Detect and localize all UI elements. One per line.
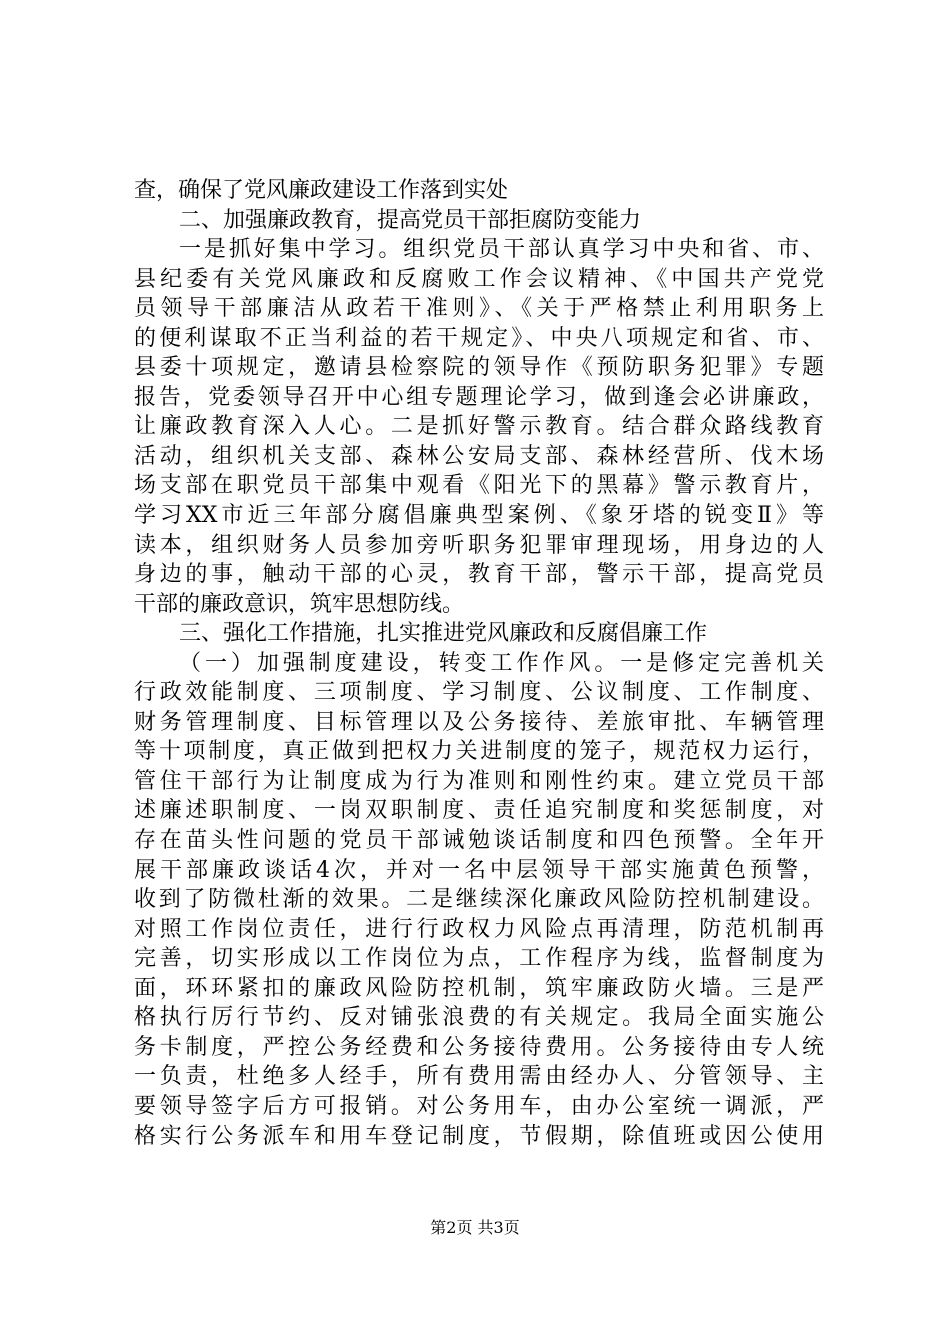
text-line: 一负责，杜绝多人经手，所有费用需由经办人、分管领导、主 xyxy=(134,1064,824,1090)
text-line: 场支部在职党员干部集中观看《阳光下的黑幕》警示教育片， xyxy=(134,473,824,499)
text-line: 县委十项规定，邀请县检察院的领导作《预防职务犯罪》专题 xyxy=(134,355,824,381)
text-line: 二、加强廉政教育，提高党员干部拒腐防变能力 xyxy=(179,207,642,233)
text-line: 员领导干部廉洁从政若干准则》、《关于严格禁止利用职务上 xyxy=(134,296,824,322)
text-line: 收到了防微杜渐的效果。二是继续深化廉政风险防控机制建设。 xyxy=(134,887,824,913)
text-line: 报告，党委领导召开中心组专题理论学习，做到逢会必讲廉政， xyxy=(134,384,824,410)
text-line: 展干部廉政谈话4次，并对一名中层领导干部实施黄色预警， xyxy=(134,857,824,883)
text-line: 完善，切实形成以工作岗位为点，工作程序为线，监督制度为 xyxy=(134,946,824,972)
text-line: 财务管理制度、目标管理以及公务接待、差旅审批、车辆管理 xyxy=(134,709,824,735)
text-line: 身边的事，触动干部的心灵，教育干部，警示干部，提高党员 xyxy=(134,562,824,588)
text-line: 格实行公务派车和用车登记制度，节假期，除值班或因公使用 xyxy=(134,1123,824,1149)
text-line: 查，确保了党风廉政建设工作落到实处 xyxy=(134,178,509,203)
text-line: 读本，组织财务人员参加旁听职务犯罪审理现场，用身边的人 xyxy=(134,532,824,558)
text-line: 的便利谋取不正当利益的若干规定》、中央八项规定和省、市、 xyxy=(134,325,824,351)
text-line: 学习XX市近三年部分腐倡廉典型案例、《象牙塔的锐变Ⅱ》等 xyxy=(134,503,824,529)
text-line: 务卡制度，严控公务经费和公务接待费用。公务接待由专人统 xyxy=(134,1034,824,1060)
text-line: 述廉述职制度、一岗双职制度、责任追究制度和奖惩制度，对 xyxy=(134,798,824,824)
text-line: 行政效能制度、三项制度、学习制度、公议制度、工作制度、 xyxy=(134,680,824,706)
text-line: 要领导签字后方可报销。对公务用车，由办公室统一调派，严 xyxy=(134,1093,824,1119)
text-line: 等十项制度，真正做到把权力关进制度的笼子，规范权力运行， xyxy=(134,739,824,765)
text-line: 干部的廉政意识，筑牢思想防线。 xyxy=(134,591,465,617)
body-text xyxy=(134,176,824,1151)
text-line: 面，环环紧扣的廉政风险防控机制，筑牢廉政防火墙。三是严 xyxy=(134,975,824,1001)
text-line: 存在苗头性问题的党员干部诫勉谈话制度和四色预警。全年开 xyxy=(134,828,824,854)
text-line: 县纪委有关党风廉政和反腐败工作会议精神、《中国共产党党 xyxy=(134,266,824,292)
text-line: 活动，组织机关支部、森林公安局支部、森林经营所、伐木场 xyxy=(134,443,824,469)
page-footer: 第2页 共3页 xyxy=(430,1218,520,1237)
text-line: 格执行厉行节约、反对铺张浪费的有关规定。我局全面实施公 xyxy=(134,1005,824,1031)
text-line: 管住干部行为让制度成为行为准则和刚性约束。建立党员干部 xyxy=(134,768,824,794)
text-line: 三、强化工作措施，扎实推进党风廉政和反腐倡廉工作 xyxy=(179,621,708,647)
text-line: （一）加强制度建设，转变工作作风。一是修定完善机关 xyxy=(179,650,824,676)
text-line: 一是抓好集中学习。组织党员干部认真学习中央和省、市、 xyxy=(179,237,824,263)
text-line: 对照工作岗位责任，进行行政权力风险点再清理，防范机制再 xyxy=(134,916,824,942)
text-line: 让廉政教育深入人心。二是抓好警示教育。结合群众路线教育 xyxy=(134,414,824,440)
